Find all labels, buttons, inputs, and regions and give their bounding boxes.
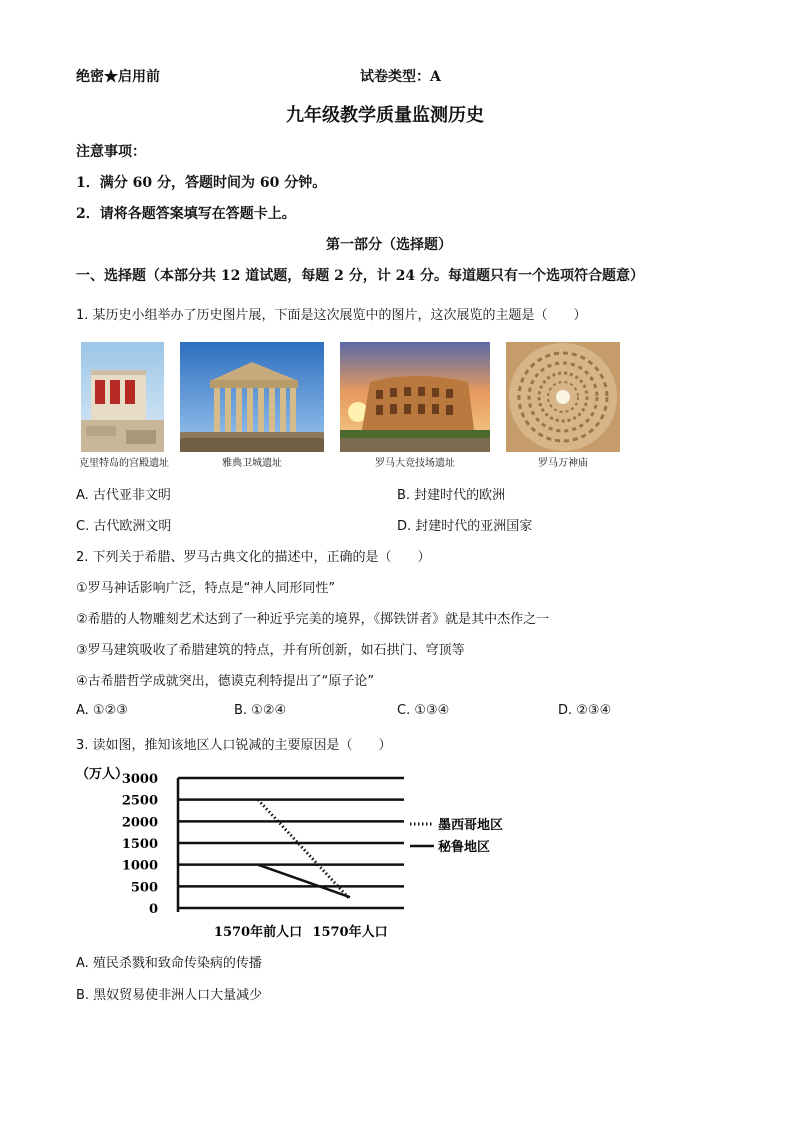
notes-item-1: 1．满分 60 分，答题时间为 60 分钟。 — [76, 175, 327, 191]
x-tick-label: 1570年前人口 — [213, 925, 303, 940]
q2-statement-1: ①罗马神话影响广泛，特点是“神人同形同性” — [76, 581, 336, 596]
parthenon-image — [180, 342, 324, 452]
notes-item-2: 2．请将各题答案填写在答题卡上。 — [76, 206, 296, 222]
secret-label: 绝密★启用前 — [76, 69, 160, 85]
series-line — [258, 865, 350, 898]
knossos-palace-image — [81, 342, 164, 452]
q2-option-c: C. ①③④ — [397, 703, 450, 718]
colosseum-image — [340, 342, 490, 452]
image-caption-pantheon: 罗马万神庙 — [538, 458, 588, 469]
image-caption-knossos: 克里特岛的宫殿遗址 — [79, 458, 169, 469]
paper-type-label: 试卷类型：A — [360, 69, 441, 85]
part-title: 第一部分（选择题） — [326, 237, 452, 253]
q2-statement-4: ④古希腊哲学成就突出，德谟克利特提出了“原子论” — [76, 674, 375, 689]
series-line — [258, 800, 350, 900]
y-tick-label: 2500 — [121, 793, 158, 809]
section-heading: 一、选择题（本部分共 12 道试题，每题 2 分，计 24 分。每道题只有一个选项符合题意） — [76, 268, 644, 284]
q2-stem: 2. 下列关于希腊、罗马古典文化的描述中，正确的是（ ） — [76, 550, 431, 565]
y-tick-label: 2000 — [121, 815, 158, 831]
y-tick-label: 1500 — [121, 837, 158, 852]
y-tick-label: 500 — [130, 880, 158, 896]
q2-option-b: B. ①②④ — [234, 703, 287, 718]
q1-option-b: B. 封建时代的欧洲 — [397, 488, 506, 503]
q1-option-a: A. 古代亚非文明 — [76, 488, 171, 503]
q3-stem: 3. 读如图，推知该地区人口锐减的主要原因是（ ） — [76, 738, 392, 753]
y-tick-label: 3000 — [121, 772, 158, 787]
legend-label: 秘鲁地区 — [438, 840, 491, 855]
y-tick-label: 0 — [148, 902, 158, 917]
q2-option-a: A. ①②③ — [76, 703, 128, 718]
q3-option-b: B. 黑奴贸易使非洲人口大量减少 — [76, 988, 263, 1003]
x-tick-label: 1570年人口 — [312, 925, 388, 940]
image-caption-colosseum: 罗马大竞技场遗址 — [375, 458, 455, 469]
legend-label: 墨西哥地区 — [438, 818, 504, 833]
y-tick-label: 1000 — [121, 858, 158, 874]
q2-statement-2: ②希腊的人物雕刻艺术达到了一种近乎完美的境界，《掷铁饼者》就是其中杰作之一 — [76, 612, 550, 627]
q2-option-d: D. ②③④ — [558, 703, 612, 718]
population-chart — [70, 762, 520, 942]
q1-stem: 1. 某历史小组举办了历史图片展，下面是这次展览中的图片，这次展览的主题是（ ） — [76, 308, 587, 323]
pantheon-image — [506, 342, 620, 452]
q2-statement-3: ③罗马建筑吸收了希腊建筑的特点，并有所创新，如石拱门、穹顶等 — [76, 643, 465, 658]
q1-option-c: C. 古代欧洲文明 — [76, 519, 172, 534]
notes-heading: 注意事项： — [76, 144, 146, 160]
page-title: 九年级教学质量监测历史 — [286, 105, 484, 126]
image-caption-parthenon: 雅典卫城遗址 — [222, 458, 282, 469]
y-axis-label: （万人） — [76, 767, 129, 782]
q3-option-a: A. 殖民杀戮和致命传染病的传播 — [76, 956, 262, 971]
q1-option-d: D. 封建时代的亚洲国家 — [397, 519, 533, 534]
